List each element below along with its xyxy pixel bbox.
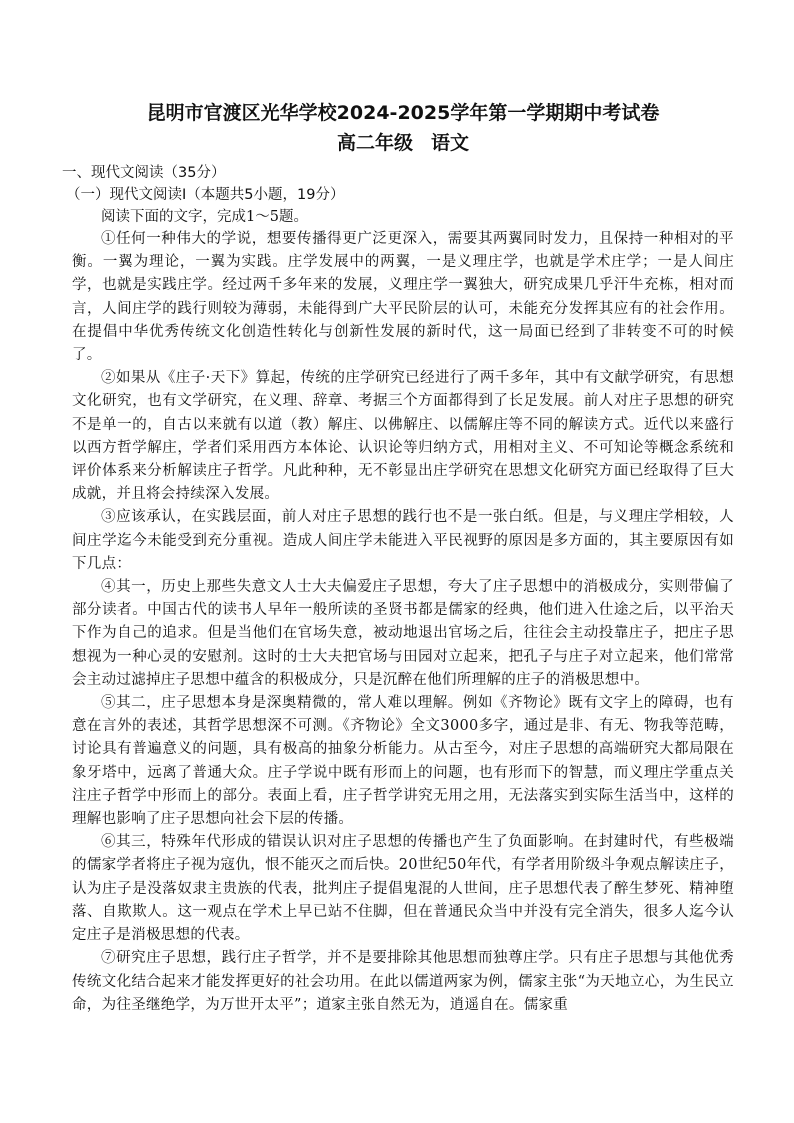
subject-label: 语文 — [431, 132, 470, 154]
paragraph-5: ⑤其二，庄子思想本身是深奥精微的，常人难以理解。例如《齐物论》既有文字上的障碍，也有意在言外的表述，其哲学思想深不可测。《齐物论》全文3000多字，通过是非、有无、物我等范畴，讨论具有普遍意义的问题，具有极高的抽象分析能力。从古至今，对庄子思想的高端研究大都局限在象牙塔中，远离了普通大众。庄子学说中既有形而上的问题，也有形而下的智慧，而义理庄学重点关注庄子哲学中形而上的部分。表面上看，庄子哲学讲究无用之用，无法落实到实际生活当中，这样的理解也影响了庄子思想向社会下层的传播。 — [72, 695, 734, 828]
paragraph-2: ②如果从《庄子·天下》算起，传统的庄学研究已经进行了两千多年，其中有文献学研究，有思想文化研究，也有文学研究，在义理、辞章、考据三个方面都得到了长足发展。前人对庄子思想的研究不是单一的，自古以来就有以道（教）解庄、以佛解庄、以儒解庄等不同的解读方式。近代以来盛行以西方哲学解庄，学者们采用西方本体论、认识论等归纳方式，用相对主义、不可知论等概念系统和评价体系来分析解读庄子哲学。凡此种种，无不彰显出庄学研究在思想文化研究方面已经取得了巨大成就，并且将会持续深入发展。 — [72, 370, 734, 503]
paragraph-7: ⑦研究庄子思想，践行庄子哲学，并不是要排除其他思想而独尊庄学。只有庄子思想与其他优秀传统文化结合起来才能发挥更好的社会功用。在此以儒道两家为例，儒家主张“为天地立心，为生民立命，为往圣继绝学，为万世开太平”；道家主张自然无为，逍遥自在。儒家重 — [72, 950, 734, 1013]
paragraph-1: ①任何一种伟大的学说，想要传播得更广泛更深入，需要其两翼同时发力，且保持一种相对的平衡。一翼为理论，一翼为实践。庄学发展中的两翼，一是义理庄学，也就是学术庄学；一是人间庄学，也就是实践庄学。经过两千多年来的发展，义理庄学一翼独大，研究成果几乎汗牛充栋，相对而言，人间庄学的践行则较为薄弱，未能得到广大平民阶层的认可，未能充分发挥其应有的社会作用。在提倡中华优秀传统文化创造性转化与创新性发展的新时代，这一局面已经到了非转变不可的时候了。 — [72, 231, 734, 364]
reading-instruction: 阅读下面的文字，完成1～5题。 — [101, 209, 308, 225]
paragraph-6: ⑥其三，特殊年代形成的错误认识对庄子思想的传播也产生了负面影响。在封建时代，有些极端的儒家学者将庄子视为寇仇，恨不能灭之而后快。20世纪50年代，有学者用阶级斗争观点解读庄子，认为庄子是没落奴隶主贵族的代表，批判庄子提倡鬼混的人世间，庄子思想代表了醉生梦死、精神堕落、自欺欺人。这一观点在学术上早已站不住脚，但在普通民众当中并没有完全消失，很多人迄今认定庄子是消极思想的代表。 — [72, 834, 734, 944]
paragraph-3: ③应该承认，在实践层面，前人对庄子思想的践行也不是一张白纸。但是，与义理庄学相较，人间庄学迄今未能受到充分重视。造成人间庄学未能进入平民视野的原因是多方面的，其主要原因有如下几点： — [72, 509, 734, 572]
subsection-heading: （一）现代文阅读Ⅰ（本题共5小题，19分） — [66, 187, 345, 203]
exam-subtitle — [72, 130, 734, 156]
section-heading: 一、现代文阅读（35分） — [62, 165, 226, 181]
exam-title: 昆明市官渡区光华学校2024-2025学年第一学期期中考试卷 — [146, 102, 660, 124]
paragraph-4: ④其一，历史上那些失意文人士大夫偏爱庄子思想，夸大了庄子思想中的消极成分，实则带偏了部分读者。中国古代的读书人早年一般所读的圣贤书都是儒家的经典，他们进入仕途之后，以平治天下作为自己的追求。但是当他们在官场失意，被动地退出官场之后，往往会主动投靠庄子，把庄子思想视为一种心灵的安慰剂。这时的士大夫把官场与田园对立起来，把孔子与庄子对立起来，他们常常会主动过滤掉庄子思想中蕴含的积极成分，只是沉醉在他们所理解的庄子的消极思想中。 — [72, 579, 734, 688]
grade-label: 高二年级 — [336, 132, 413, 154]
